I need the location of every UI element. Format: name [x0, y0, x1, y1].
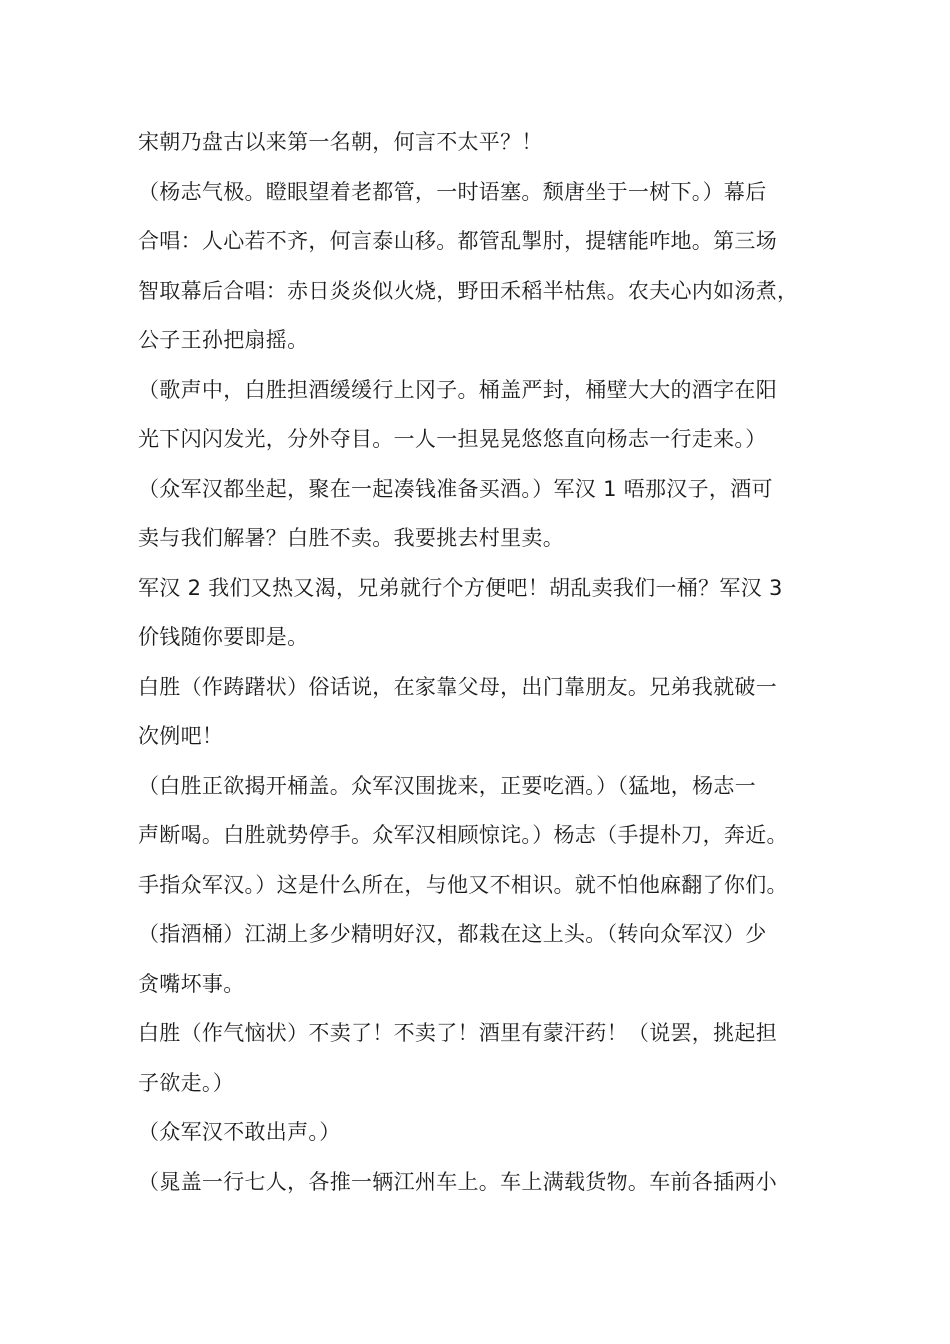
text-line: 手指众军汉。）这是什么所在，与他又不相识。就不怕他麻翻了你们。	[138, 872, 788, 897]
text-line: 公子王孙把扇摇。	[138, 328, 309, 352]
text-line: 贪嘴坏事。	[138, 971, 245, 996]
text-line: 合唱：人心若不齐，何言泰山移。都管乱掣肘，提辖能咋地。第三场	[138, 229, 777, 253]
text-line: （晁盖一行七人，各推一辆江州车上。车上满载货物。车前各插两小	[138, 1169, 777, 1194]
text-line: 卖与我们解暑？白胜不卖。我要挑去村里卖。	[138, 526, 564, 550]
text-line: 次例吧！	[138, 724, 224, 748]
text-line: （歌声中，白胜担酒缓缓行上冈子。桶盖严封，桶壁大大的酒字在阳	[138, 377, 777, 402]
text-line: 白胜（作踌躇状）俗话说，在家靠父母，出门靠朋友。兄弟我就破一	[138, 674, 777, 699]
text-line: （指酒桶）江湖上多少精明好汉，都栽在这上头。（转向众军汉）少	[138, 922, 767, 946]
text-line: 智取幕后合唱：赤日炎炎似火烧，野田禾稻半枯焦。农夫心内如汤煮，	[138, 278, 799, 303]
text-line: 军汉 2 我们又热又渴，兄弟就行个方便吧！胡乱卖我们一桶？军汉 3	[138, 575, 783, 600]
text-line: 价钱随你要即是。	[138, 625, 309, 649]
text-line: （众军汉都坐起，聚在一起凑钱准备买酒。）军汉 1 唔那汉子，酒可	[138, 476, 773, 501]
text-line: 白胜（作气恼状）不卖了！不卖了！酒里有蒙汗药！（说罢，挑起担	[138, 1021, 777, 1045]
document-body	[138, 118, 838, 1207]
text-line: 光下闪闪发光，分外夺目。一人一担晃晃悠悠直向杨志一行走来。）	[138, 427, 767, 451]
text-line: 宋朝乃盘古以来第一名朝，何言不太平？！	[138, 130, 543, 154]
text-line: （众军汉不敢出声。）	[138, 1120, 341, 1144]
text-line: （白胜正欲揭开桶盖。众军汉围拢来，正要吃酒。）（猛地，杨志一	[138, 773, 756, 798]
text-line: 子欲走。）	[138, 1070, 234, 1095]
text-line: 声断喝。白胜就势停手。众军汉相顾惊诧。）杨志（手提朴刀，奔近。	[138, 823, 788, 847]
text-line: （杨志气极。瞪眼望着老都管，一时语塞。颓唐坐于一树下。）幕后	[138, 179, 767, 204]
